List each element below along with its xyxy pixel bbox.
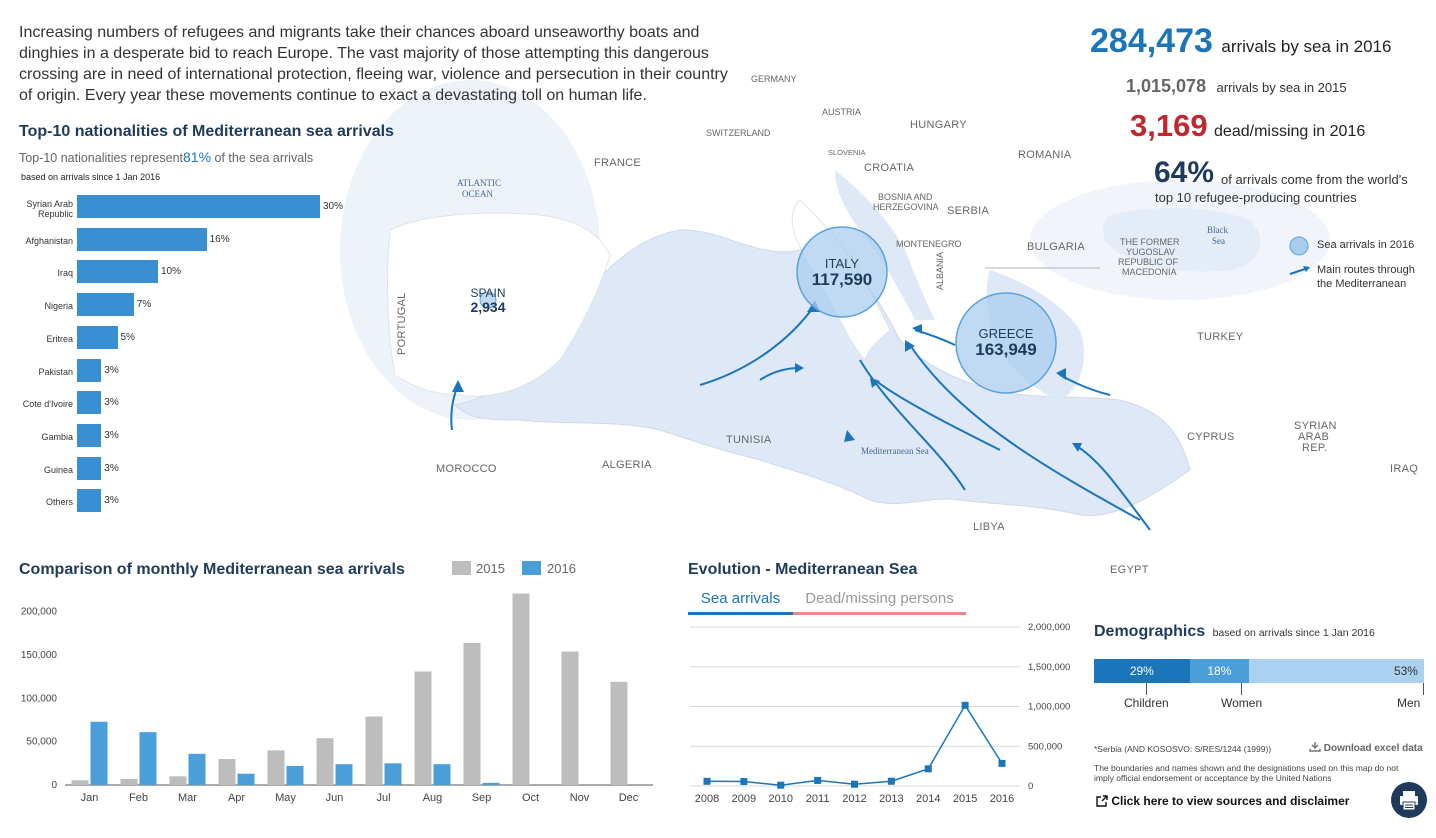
stat-pct-label-1: of arrivals come from the world's	[1221, 172, 1408, 187]
nationality-label: Nigeria	[44, 301, 73, 312]
nationality-bar[interactable]	[77, 195, 320, 218]
stat-pct-label-2: top 10 refugee-producing countries	[1155, 190, 1357, 205]
demographics-title: Demographics	[1094, 623, 1206, 640]
children-tick	[1146, 683, 1147, 695]
nationalities-subtitle-pct: 81%	[183, 149, 212, 165]
bar-2016[interactable]	[336, 764, 353, 785]
demographics-children-label: Children	[1124, 696, 1169, 710]
stat-dead-value: 3,169	[1130, 108, 1208, 143]
download-icon	[1309, 741, 1321, 752]
month-label: Sep	[471, 792, 492, 804]
label-turkey: TURKEY	[1197, 331, 1244, 343]
women-tick	[1241, 683, 1242, 695]
nationality-pct: 3%	[104, 495, 119, 507]
legend-circle-icon	[1288, 235, 1310, 257]
bar-2015[interactable]	[170, 776, 187, 785]
bar-2016[interactable]	[140, 732, 157, 785]
italy-value: 117,590	[811, 270, 873, 289]
print-icon	[1391, 782, 1427, 818]
legend-2016-swatch	[522, 561, 541, 575]
month-label: Oct	[521, 792, 540, 804]
nationality-bar[interactable]	[77, 228, 207, 251]
nationalities-subtitle	[19, 149, 313, 165]
month-label: Dec	[618, 792, 639, 804]
bar-2015[interactable]	[317, 738, 334, 785]
monthly-y-tick: 50,000	[26, 736, 57, 748]
evolution-point[interactable]	[740, 778, 747, 785]
bar-2016[interactable]	[189, 754, 206, 785]
label-syria-2: ARAB	[1298, 431, 1330, 443]
year-label: 2012	[842, 793, 867, 805]
label-bulgaria: BULGARIA	[1027, 241, 1086, 253]
demographics-women-segment	[1190, 659, 1249, 683]
year-label: 2015	[952, 793, 978, 805]
bar-2016[interactable]	[238, 774, 255, 785]
month-label: Feb	[129, 792, 148, 804]
evolution-point[interactable]	[925, 765, 932, 772]
bar-2016[interactable]	[385, 763, 402, 785]
intro-text: Increasing numbers of refugees and migrants take their chances aboard unseaworthy boats and dinghies in a desperate bid to reach Europe. The vast majority of those attempting this dangerous crossing are in need of international protection, fleeing war, violence and persecution in their country of origin. Every year these movements continue to exact a devastating toll on human life.	[19, 24, 728, 104]
bar-2015[interactable]	[562, 652, 579, 785]
nationality-bar[interactable]	[77, 260, 158, 283]
nationality-pct: 5%	[120, 331, 135, 343]
bar-2016[interactable]	[91, 722, 108, 785]
nationalities-note: based on arrivals since 1 Jan 2016	[21, 172, 161, 182]
month-label: Jan	[80, 792, 99, 804]
evolution-point[interactable]	[704, 778, 711, 785]
stat-arrivals-2016-value: 284,473	[1090, 22, 1213, 60]
demographics-children-pct: 29%	[1129, 664, 1154, 678]
sources-link[interactable]	[1096, 794, 1349, 808]
men-tick	[1423, 683, 1424, 695]
download-excel-link[interactable]	[1309, 741, 1423, 754]
year-label: 2011	[805, 793, 830, 805]
monthly-y-tick: 200,000	[20, 606, 57, 618]
spain-name: SPAIN	[470, 286, 506, 300]
evolution-y-tick: 2,000,000	[1028, 622, 1071, 633]
nationalities-title: Top-10 nationalities of Mediterranean sea arrivals	[19, 123, 394, 140]
label-montenegro: MONTENEGRO	[896, 239, 962, 249]
spain-value: 2,934	[470, 299, 506, 315]
month-label: Jun	[325, 792, 344, 804]
evolution-line	[707, 705, 1002, 785]
nationality-label: Guinea	[43, 464, 73, 475]
label-atlantic-1: ATLANTIC	[457, 178, 501, 188]
label-switzerland: SWITZERLAND	[706, 128, 771, 138]
bar-2015[interactable]	[72, 780, 89, 785]
nationalities-subtitle-post: of the sea arrivals	[214, 151, 314, 165]
label-romania: ROMANIA	[1018, 149, 1072, 161]
year-label: 2008	[694, 793, 720, 805]
nationality-bar[interactable]	[77, 489, 101, 512]
demographics-women-label: Women	[1221, 696, 1263, 710]
italy-name: ITALY	[824, 256, 860, 271]
stat-arrivals-2016	[1090, 22, 1391, 61]
label-mediterranean: Mediterranean Sea	[861, 446, 929, 456]
nationality-pct: 30%	[323, 201, 344, 212]
label-portugal: PORTUGAL	[396, 292, 408, 355]
label-bosnia-2: HERZEGOVINA	[873, 202, 939, 212]
nationality-pct: 3%	[104, 364, 119, 376]
bar-2015[interactable]	[219, 759, 236, 785]
label-black-sea-2: Sea	[1212, 236, 1225, 246]
nationality-label: Gambia	[41, 431, 73, 442]
download-excel-label: Download excel data	[1323, 743, 1423, 754]
month-label: Jul	[376, 792, 391, 804]
evolution-y-tick: 0	[1028, 781, 1034, 792]
label-macedonia-2: YUGOSLAV	[1126, 247, 1175, 257]
nationality-label: Pakistan	[38, 366, 73, 377]
bar-2015[interactable]	[513, 593, 530, 785]
month-label: Nov	[569, 792, 590, 804]
label-black-sea-1: Black	[1207, 225, 1228, 235]
label-syria-3: REP.	[1302, 442, 1328, 454]
nationality-pct: 7%	[136, 299, 152, 311]
bar-2015[interactable]	[464, 643, 481, 785]
demographics-bar	[1094, 659, 1424, 683]
legend-circle-label: Sea arrivals in 2016	[1317, 239, 1415, 251]
label-france: FRANCE	[594, 157, 642, 169]
monthly-y-tick: 100,000	[20, 693, 57, 705]
stat-dead	[1130, 108, 1365, 144]
legend-2015-swatch	[452, 561, 471, 575]
monthly-chart	[0, 585, 670, 810]
year-label: 2013	[879, 793, 904, 805]
legend-route-label-1: Main routes through	[1317, 264, 1415, 276]
monthly-title: Comparison of monthly Mediterranean sea arrivals	[19, 561, 405, 578]
bar-2015[interactable]	[611, 682, 628, 785]
nationality-label: Syrian Arab Republic	[26, 199, 73, 219]
demographics-header	[1094, 623, 1375, 641]
label-croatia: CROATIA	[864, 162, 915, 174]
nationality-bar[interactable]	[77, 391, 101, 414]
evolution-y-tick: 1,000,000	[1028, 701, 1071, 713]
evolution-point[interactable]	[962, 702, 969, 709]
label-hungary: HUNGARY	[910, 119, 967, 131]
month-label: Aug	[422, 792, 443, 804]
bar-2015[interactable]	[268, 750, 285, 785]
nationality-bar[interactable]	[77, 359, 101, 382]
nationality-bar[interactable]	[77, 457, 101, 480]
nationality-label: Others	[45, 497, 73, 508]
evolution-point[interactable]	[814, 777, 821, 784]
label-cyprus: CYPRUS	[1187, 431, 1235, 443]
nationality-label: Eritrea	[46, 333, 73, 344]
nationalities-subtitle-pre: Top-10 nationalities represent	[19, 151, 183, 165]
nationality-bar[interactable]	[77, 293, 134, 316]
stat-arrivals-2015-label: arrivals by sea in 2015	[1216, 80, 1347, 95]
label-albania: ALBANIA	[935, 251, 945, 290]
stat-arrivals-2015-value: 1,015,078	[1126, 76, 1207, 96]
bar-2015[interactable]	[366, 717, 383, 785]
bar-2016[interactable]	[287, 766, 304, 785]
greece-value: 163,949	[975, 340, 1037, 359]
bar-2015[interactable]	[415, 671, 432, 785]
legend-arrow-icon	[1288, 264, 1312, 276]
demographics-men-pct: 53%	[1393, 664, 1418, 678]
label-egypt: EGYPT	[1110, 564, 1149, 576]
sources-label: Click here to view sources and disclaimer	[1111, 794, 1350, 808]
stat-dead-label: dead/missing in 2016	[1214, 123, 1366, 140]
monthly-y-tick: 150,000	[20, 650, 57, 661]
nationality-bar[interactable]	[77, 326, 118, 349]
bar-2016[interactable]	[483, 783, 500, 785]
nationality-label: Cote d'Ivoire	[22, 399, 73, 410]
year-label: 2014	[916, 793, 941, 805]
un-disclaimer: The boundaries and names shown and the designations used on this map do not imply official endorsement or acceptance by the United Nations	[1094, 763, 1399, 783]
label-algeria: ALGERIA	[602, 459, 652, 471]
demographics-women-pct: 18%	[1207, 664, 1232, 678]
label-morocco: MOROCCO	[436, 463, 497, 475]
bar-2015[interactable]	[121, 779, 138, 785]
month-label: Mar	[178, 792, 197, 804]
stat-arrivals-2015	[1126, 76, 1347, 97]
nationality-pct: 3%	[104, 397, 119, 409]
label-slovenia: SLOVENIA	[828, 148, 866, 157]
nationality-label: Afghanistan	[25, 235, 73, 246]
evolution-point[interactable]	[888, 778, 895, 785]
demographics-men-label: Men	[1397, 696, 1421, 710]
year-label: 2016	[989, 793, 1015, 805]
external-link-icon	[1096, 795, 1108, 807]
demographics-children-segment	[1094, 659, 1190, 683]
legend-2015-label: 2015	[476, 561, 505, 576]
label-macedonia-1: THE FORMER	[1120, 237, 1180, 247]
label-serbia: SERBIA	[947, 205, 990, 217]
nationality-pct: 16%	[209, 233, 230, 245]
evolution-y-tick: 1,500,000	[1028, 661, 1071, 673]
month-label: Apr	[227, 792, 246, 804]
label-bosnia-1: BOSNIA AND	[878, 192, 933, 202]
bar-2016[interactable]	[434, 764, 451, 785]
evolution-chart	[680, 612, 1080, 812]
label-macedonia-3: REPUBLIC OF	[1118, 257, 1179, 267]
legend-2016-label: 2016	[547, 561, 576, 576]
label-tunisia: TUNISIA	[726, 434, 772, 446]
nationality-pct: 10%	[161, 266, 182, 278]
evolution-title: Evolution - Mediterranean Sea	[688, 561, 918, 578]
year-label: 2010	[768, 793, 793, 805]
nationality-label: Iraq	[57, 268, 73, 279]
label-iraq: IRAQ	[1390, 463, 1419, 475]
label-austria: AUSTRIA	[822, 107, 862, 117]
label-atlantic-2: OCEAN	[462, 189, 493, 199]
tab-dead-missing[interactable]: Dead/missing persons	[793, 590, 966, 615]
serbia-footnote: *Serbia (AND KOSOSVO: S/RES/1244 (1999))	[1094, 744, 1272, 754]
nationality-bar[interactable]	[77, 424, 101, 447]
monthly-y-tick: 0	[51, 780, 57, 791]
tab-sea-arrivals[interactable]: Sea arrivals	[688, 590, 793, 615]
label-germany: GERMANY	[751, 74, 797, 84]
demographics-men-segment	[1249, 659, 1424, 683]
evolution-point[interactable]	[777, 782, 784, 789]
stat-pct-value: 64%	[1154, 156, 1215, 189]
greece-name: GREECE	[978, 326, 1034, 341]
stat-arrivals-2016-label: arrivals by sea in 2016	[1221, 37, 1392, 56]
label-libya: LIBYA	[973, 521, 1005, 533]
month-label: May	[275, 792, 296, 804]
legend-route-label-2: the Mediterranean	[1317, 278, 1407, 290]
year-label: 2009	[731, 793, 757, 805]
evolution-point[interactable]	[851, 781, 858, 788]
nationality-pct: 3%	[104, 429, 119, 441]
demographics-note: based on arrivals since 1 Jan 2016	[1212, 627, 1375, 639]
nationality-pct: 3%	[104, 462, 119, 474]
evolution-y-tick: 500,000	[1028, 741, 1063, 753]
evolution-point[interactable]	[999, 760, 1006, 767]
label-macedonia-4: MACEDONIA	[1122, 267, 1177, 277]
label-syria-1: SYRIAN	[1294, 420, 1337, 432]
print-button[interactable]	[1391, 782, 1427, 818]
